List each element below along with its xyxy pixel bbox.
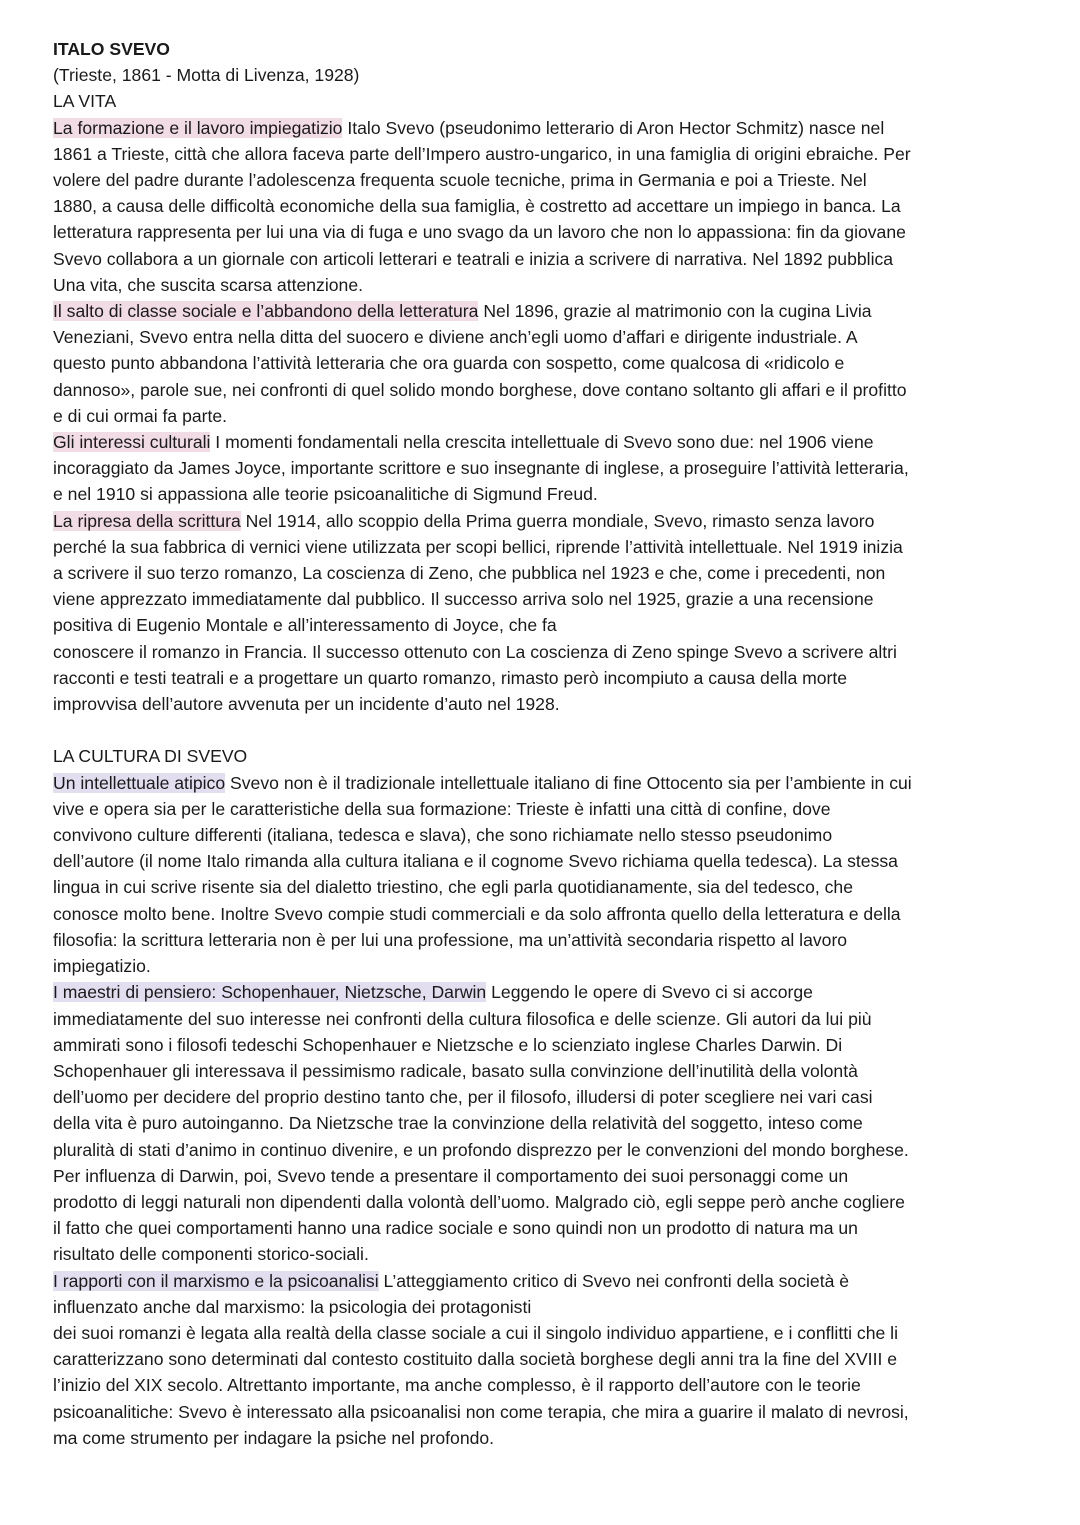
highlighted-heading: Un intellettuale atipico	[53, 772, 226, 793]
paragraph-line: dei suoi romanzi è legata alla realtà della classe sociale a cui il singolo individuo appartiene, e i conflitti che li	[53, 1322, 898, 1343]
highlighted-heading: Il salto di classe sociale e l’abbandono della letteratura	[53, 301, 479, 322]
highlighted-heading: I maestri di pensiero: Schopenhauer, Nietzsche, Darwin	[53, 982, 487, 1003]
paragraph-line: Per influenza di Darwin, poi, Svevo tende a presentare il comportamento dei suoi personaggi come un	[53, 1165, 849, 1186]
paragraph-line: Una vita, che suscita scarsa attenzione.	[53, 274, 364, 295]
paragraph-first-line	[53, 1268, 1033, 1294]
paragraph-line: risultato delle componenti storico-sociali.	[53, 1244, 369, 1265]
paragraph-first-line	[53, 298, 1033, 324]
paragraph-line: 1880, a causa delle difficoltà economiche della sua famiglia, è costretto ad accettare un impiego in banca. La	[53, 196, 901, 217]
paragraph-line: conosce molto bene. Inoltre Svevo compie studi commerciali e da solo affronta quello della letteratura e della	[53, 903, 901, 924]
paragraph-text: Nel 1896, grazie al matrimonio con la cugina Livia	[478, 301, 872, 322]
paragraph-first-line	[53, 115, 1033, 141]
document-subtitle: (Trieste, 1861 - Motta di Livenza, 1928)	[53, 65, 360, 86]
paragraph-line: Schopenhauer gli interessava il pessimismo radicale, basato sulla convinzione dell’inutilità della volontà	[53, 1060, 858, 1081]
paragraph-line: influenzato anche dal marxismo: la psicologia dei protagonisti	[53, 1296, 532, 1317]
paragraph-line: l’inizio del XIX secolo. Altrettanto importante, ma anche complesso, è il rapporto dell’autore con le teorie	[53, 1375, 861, 1396]
highlighted-heading: La ripresa della scrittura	[53, 510, 241, 531]
document-title: ITALO SVEVO	[53, 39, 170, 59]
paragraph-line: il fatto che quei comportamenti hanno una radice sociale e sono quindi non un prodotto di natura ma un	[53, 1218, 858, 1239]
paragraph-line: dannoso», parole sue, nei confronti di quel solido mondo borghese, dove contano soltanto gli affari e il profitto	[53, 379, 907, 400]
section-heading-vita: LA VITA	[53, 91, 117, 112]
paragraph-line: perché la sua fabbrica di vernici viene utilizzata per scopi bellici, riprende l’attività intellettuale. Nel 1919 inizia	[53, 536, 903, 557]
paragraph-line: Veneziani, Svevo entra nella ditta del suocero e diviene anch’egli uomo d’affari e dirigente industriale. A	[53, 327, 858, 348]
paragraph-line: prodotto di leggi naturali non dipendenti dalla volontà dell’uomo. Malgrado ciò, egli seppe però anche cogliere	[53, 1191, 905, 1212]
paragraph-line: filosofia: la scrittura letteraria non è per lui una professione, ma un’attività secondaria rispetto al lavoro	[53, 929, 848, 950]
section-spacer	[53, 717, 1033, 743]
paragraph-line: dell’uomo per decidere del proprio destino tanto che, per il filosofo, illudersi di poter scegliere nei vari casi	[53, 1087, 873, 1108]
section-heading-cultura: LA CULTURA DI SVEVO	[53, 746, 248, 767]
paragraph-text: I momenti fondamentali nella crescita intellettuale di Svevo sono due: nel 1906 viene	[210, 432, 874, 453]
paragraph-first-line	[53, 770, 1033, 796]
paragraph-line: psicoanalitiche: Svevo è interessato alla psicoanalisi non come terapia, che mira a guarire il malato di nevrosi,	[53, 1401, 909, 1422]
highlighted-heading: La formazione e il lavoro impiegatizio	[53, 117, 343, 138]
paragraph-text: Svevo non è il tradizionale intellettuale italiano di fine Ottocento sia per l’ambiente in cui	[225, 772, 912, 793]
paragraph-line: e nel 1910 si appassiona alle teorie psicoanalitiche di Sigmund Freud.	[53, 484, 598, 505]
paragraph-line: viene apprezzato immediatamente dal pubblico. Il successo arriva solo nel 1925, grazie a una recensione	[53, 589, 874, 610]
paragraph-line: caratterizzano sono determinati dal contesto costituito dalla società borghese degli anni tra la fine del XVIII e	[53, 1349, 898, 1370]
paragraph-line: a scrivere il suo terzo romanzo, La coscienza di Zeno, che pubblica nel 1923 e che, come i precedenti, non	[53, 563, 886, 584]
paragraph-first-line	[53, 429, 1033, 455]
paragraph-first-line	[53, 979, 1033, 1005]
paragraph-text: Leggendo le opere di Svevo ci si accorge	[486, 982, 813, 1003]
paragraph-line: impiegatizio.	[53, 956, 151, 977]
paragraph-line: Svevo collabora a un giornale con articoli letterari e teatrali e inizia a scrivere di narrativa. Nel 1892 pubblica	[53, 248, 894, 269]
highlighted-heading: I rapporti con il marxismo e la psicoanalisi	[53, 1270, 379, 1291]
paragraph-text: Nel 1914, allo scoppio della Prima guerra mondiale, Svevo, rimasto senza lavoro	[240, 510, 875, 531]
paragraph-line: 1861 a Trieste, città che allora faceva parte dell’Impero austro-ungarico, in una famiglia di origini ebraiche. Per	[53, 143, 911, 164]
paragraph-line: pluralità di stati d’animo in continuo divenire, e un profondo disprezzo per le convenzioni del mondo borghese.	[53, 1139, 909, 1160]
paragraph-line: dell’autore (il nome Italo rimanda alla cultura italiana e il cognome Svevo richiama quella tedesca). La stessa	[53, 851, 898, 872]
paragraph-first-line	[53, 508, 1033, 534]
paragraph-line: della vita è puro autoinganno. Da Nietzsche trae la convinzione della relatività del soggetto, inteso come	[53, 1113, 863, 1134]
paragraph-line: volere del padre durante l’adolescenza frequenta scuole tecniche, prima in Germania e poi a Trieste. Nel	[53, 170, 867, 191]
paragraph-line: vive e opera sia per le caratteristiche della sua formazione: Trieste è infatti una città di confine, dove	[53, 798, 831, 819]
paragraph-line: immediatamente del suo interesse nei confronti della cultura filosofica e delle scienze. Gli autori da lui più	[53, 1008, 872, 1029]
paragraph-line: lingua in cui scrive risente sia del dialetto triestino, che egli parla quotidianamente, sia del tedesco, che	[53, 877, 854, 898]
paragraph-line: questo punto abbandona l’attività letteraria che ora guarda con sospetto, come qualcosa di «ridicolo e	[53, 353, 845, 374]
paragraph-line: e di cui ormai fa parte.	[53, 405, 228, 426]
paragraph-line: conoscere il romanzo in Francia. Il successo ottenuto con La coscienza di Zeno spinge Svevo a scrivere altri	[53, 641, 897, 662]
highlighted-heading: Gli interessi culturali	[53, 432, 211, 453]
paragraph-line: racconti e testi teatrali e a progettare un quarto romanzo, rimasto però incompiuto a causa della morte	[53, 667, 848, 688]
paragraph-line: positiva di Eugenio Montale e all’interessamento di Joyce, che fa	[53, 615, 557, 636]
paragraph-line: improvvisa dell’autore avvenuta per un incidente d’auto nel 1928.	[53, 694, 560, 715]
paragraph-line: ma come strumento per indagare la psiche nel profondo.	[53, 1427, 495, 1448]
paragraph-line: convivono culture differenti (italiana, tedesca e slava), che sono richiamate nello stesso pseudonimo	[53, 825, 833, 846]
paragraph-line: ammirati sono i filosofi tedeschi Schopenhauer e Nietzsche e lo scienziato inglese Charles Darwin. Di	[53, 1034, 843, 1055]
paragraph-text: L’atteggiamento critico di Svevo nei confronti della società è	[378, 1270, 850, 1291]
paragraph-line: incoraggiato da James Joyce, importante scrittore e suo insegnante di inglese, a proseguire l’attività letteraria,	[53, 458, 909, 479]
document-page	[53, 36, 1033, 1451]
paragraph-text: Italo Svevo (pseudonimo letterario di Aron Hector Schmitz) nasce nel	[342, 117, 885, 138]
paragraph-line: letteratura rappresenta per lui una via di fuga e uno svago da un lavoro che non lo appassiona: fin da giovane	[53, 222, 906, 243]
